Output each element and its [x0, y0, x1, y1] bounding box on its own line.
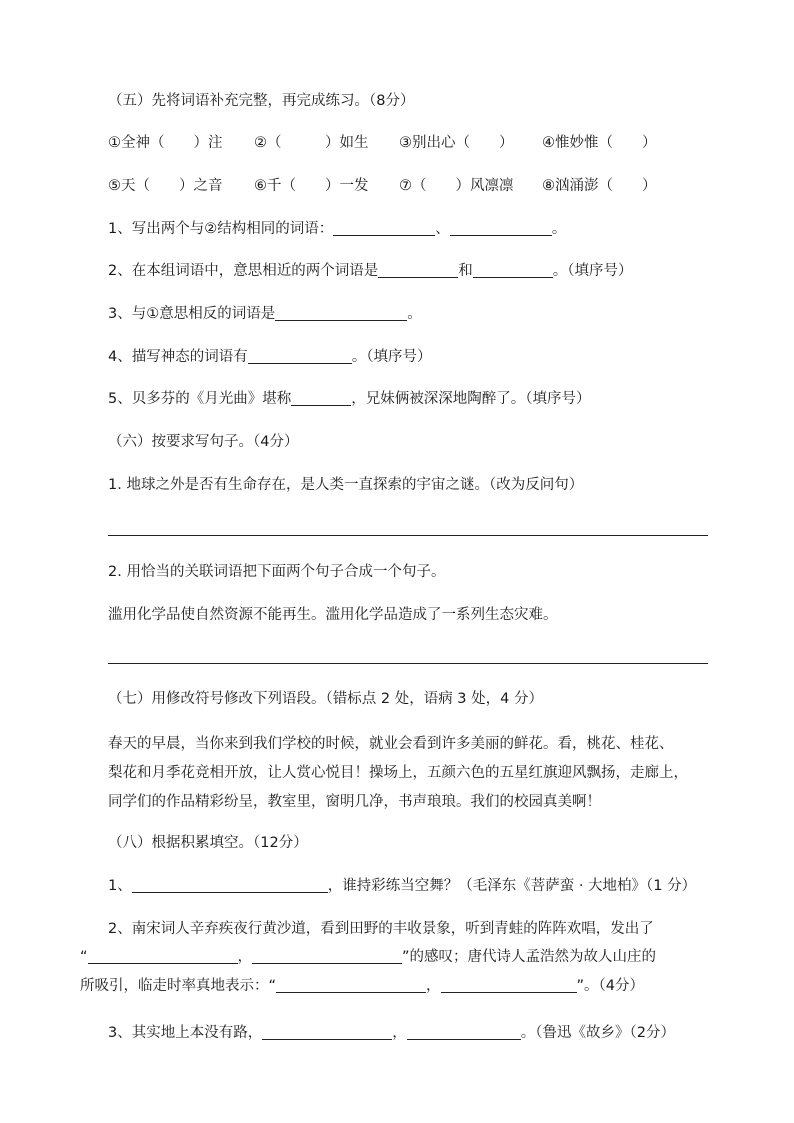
question-text: 4、描写神态的词语有 [108, 349, 248, 365]
answer-line[interactable] [108, 663, 708, 664]
section8-question-2-line-1: 2、南宋词人辛弃疾夜行黄沙道，看到田野的丰收景象，听到青蛙的阵阵欢唱，发出了 [108, 921, 654, 937]
answer-blank[interactable] [88, 948, 238, 964]
section6-question-1: 1. 地球之外是否有生命存在，是人类一直探索的宇宙之谜。（改为反问句） [108, 477, 584, 493]
question-end: ，兄妹俩被深深地陶醉了。（填序号） [351, 391, 591, 407]
idiom-2: ②（ ）如生 [254, 135, 369, 151]
idiom-5: ⑤天（ ）之音 [108, 178, 223, 194]
answer-blank[interactable] [378, 262, 458, 278]
question-text: 所吸引，临走时率真地表示：“ [80, 978, 277, 994]
idiom-1: ①全神（ ）注 [108, 135, 223, 151]
paragraph-line-2: 梨花和月季花竞相开放，让人赏心悦目！操场上，五颜六色的五星红旗迎风飘扬，走廊上， [108, 765, 688, 781]
question-end: 。（鲁迅《故乡》（2分） [520, 1025, 675, 1041]
quote-open: “ [80, 949, 88, 965]
section8-question-1 [108, 876, 696, 896]
answer-blank[interactable] [441, 977, 577, 993]
question-text: 5、贝多芬的《月光曲》堪称 [108, 391, 292, 407]
idiom-row-2 [108, 176, 657, 196]
section5-question-2 [108, 261, 632, 281]
question-end: ，谁持彩练当空舞？（毛泽东《菩萨蛮 · 大地柏》（1 分） [327, 878, 697, 894]
section8-question-2-line-2 [80, 947, 656, 967]
section5-question-1 [108, 219, 566, 239]
separator: 和 [458, 263, 473, 279]
answer-blank[interactable] [262, 1024, 392, 1040]
separator: 、 [435, 221, 450, 237]
question-text: 3、与①意思相反的词语是 [108, 306, 276, 322]
section8-question-3 [108, 1023, 675, 1043]
idiom-8: ⑧汹涌澎（ ） [542, 178, 657, 194]
idiom-6: ⑥千（ ）一发 [254, 178, 369, 194]
section8-question-2-line-3 [80, 976, 644, 996]
question-end: 。（填序号） [351, 349, 432, 365]
question-text: 3、其实地上本没有路， [108, 1025, 263, 1041]
section5-question-4 [108, 347, 431, 367]
question-end: 。（填序号） [552, 263, 633, 279]
answer-blank[interactable] [333, 220, 435, 236]
answer-blank[interactable] [450, 220, 552, 236]
question-end: ”。（4分） [576, 978, 645, 994]
question-number: 1、 [108, 878, 132, 894]
answer-blank[interactable] [473, 262, 553, 278]
paragraph-line-1: 春天的早晨，当你来到我们学校的时候，就业会看到许多美丽的鲜花。看，桃花、桂花、 [108, 736, 674, 752]
section6-heading: （六）按要求写句子。（4分） [108, 434, 299, 450]
separator: ， [237, 949, 253, 965]
answer-blank[interactable] [407, 1024, 521, 1040]
idiom-4: ④惟妙惟（ ） [542, 135, 657, 151]
answer-blank[interactable] [276, 977, 426, 993]
question-text: 2、在本组词语中，意思相近的两个词语是 [108, 263, 379, 279]
paragraph-line-3: 同学们的作品精彩纷呈，教室里，窗明几净，书声琅琅。我们的校园真美啊！ [108, 794, 601, 810]
answer-line[interactable] [108, 535, 708, 536]
separator: ， [392, 1025, 407, 1041]
answer-blank[interactable] [248, 348, 352, 364]
separator: ， [426, 978, 441, 994]
idiom-3: ③别出心（ ） [399, 135, 514, 151]
section6-sentence: 滥用化学品使自然资源不能再生。滥用化学品造成了一系列生态灾难。 [108, 607, 558, 623]
answer-blank[interactable] [132, 877, 328, 893]
answer-blank[interactable] [252, 948, 402, 964]
section5-question-3 [108, 304, 422, 324]
section7-heading: （七）用修改符号修改下列语段。（错标点 2 处，语病 3 处，4 分） [108, 691, 543, 707]
idiom-7: ⑦（ ）风凛凛 [399, 178, 514, 194]
question-text: 1、写出两个与②结构相同的词语： [108, 221, 334, 237]
question-end: 。 [551, 221, 567, 237]
answer-blank[interactable] [291, 390, 351, 406]
section6-question-2: 2. 用恰当的关联词语把下面两个句子合成一个句子。 [108, 564, 446, 580]
question-end: 。 [407, 306, 422, 322]
section8-heading: （八）根据积累填空。（12分） [108, 835, 308, 851]
section5-heading: （五）先将词语补充完整，再完成练习。（8分） [108, 93, 415, 109]
answer-blank[interactable] [275, 305, 407, 321]
section5-question-5 [108, 389, 590, 409]
question-end: ”的感叹；唐代诗人孟浩然为故人山庄的 [402, 949, 657, 965]
idiom-row-1 [108, 133, 657, 153]
